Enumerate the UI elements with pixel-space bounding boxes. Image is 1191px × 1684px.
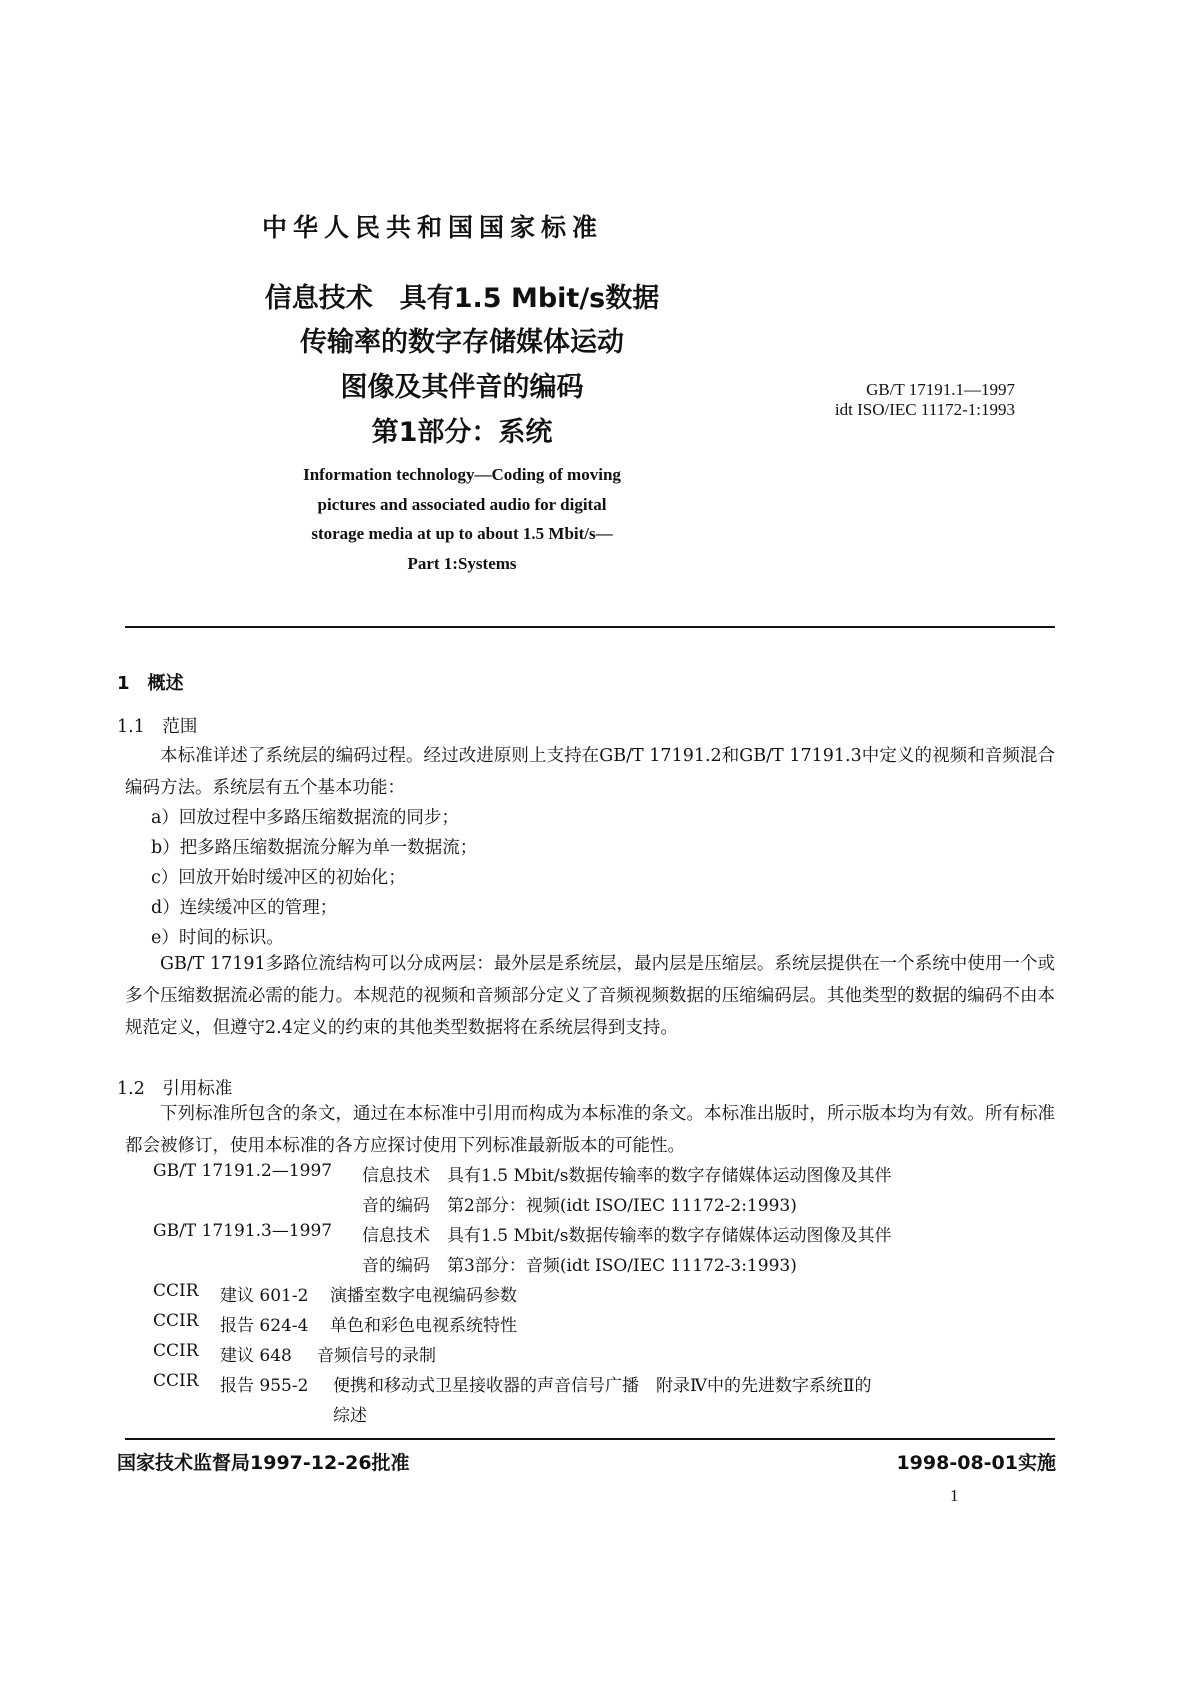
- approval-date: 国家技术监督局1997-12-26批准: [117, 1452, 410, 1474]
- ccir-text-4: 便携和移动式卫星接收器的声音信号广播 附录Ⅳ中的先进数字系统Ⅱ的: [333, 1376, 872, 1396]
- title-en-line-3: storage media at up to about 1.5 Mbit/s—: [311, 524, 613, 543]
- title-cn-line-1: 信息技术 具有1.5 Mbit/s数据: [264, 283, 660, 314]
- function-item-a: a）回放过程中多路压缩数据流的同步；: [151, 808, 459, 828]
- function-item-c: c）回放开始时缓冲区的初始化；: [151, 868, 406, 888]
- ccir-text-1: 演播室数字电视编码参数: [330, 1286, 517, 1306]
- page-number: 1: [950, 1486, 959, 1505]
- title-en-line-4: Part 1:Systems: [407, 554, 517, 573]
- reference-title-1-line-2: 音的编码 第2部分：视频(idt ISO/IEC 11172-2:1993): [362, 1196, 797, 1216]
- title-cn-line-3: 图像及其伴音的编码: [340, 372, 584, 403]
- ccir-text-4-line-2: 综述: [333, 1406, 367, 1426]
- function-item-e: e）时间的标识。: [151, 928, 284, 948]
- function-item-d: d）连续缓冲区的管理；: [151, 898, 338, 918]
- title-en-line-2: pictures and associated audio for digital: [317, 495, 607, 514]
- function-item-b: b）把多路压缩数据流分解为单一数据流；: [151, 838, 478, 858]
- ccir-org-1: CCIR: [153, 1281, 199, 1301]
- standard-number: GB/T 17191.1—1997: [866, 380, 1015, 399]
- section-1-1-heading: 1.1 范围: [117, 717, 198, 737]
- section-1-2-heading: 1.2 引用标准: [117, 1079, 233, 1099]
- scope-paragraph: 本标准详述了系统层的编码过程。经过改进原则上支持在GB/T 17191.2和GB/T 17191.3中定义的视频和音频混合编码方法。系统层有五个基本功能：: [125, 746, 1055, 798]
- ccir-text-3: 音频信号的录制: [317, 1346, 436, 1366]
- title-cn-line-4: 第1部分：系统: [371, 417, 553, 448]
- ccir-kind-3: 建议 648: [220, 1346, 292, 1366]
- section-1-heading: 1 概述: [117, 673, 184, 694]
- reference-title-2-line-1: 信息技术 具有1.5 Mbit/s数据传输率的数字存储媒体运动图像及其伴: [362, 1226, 892, 1246]
- ccir-kind-4: 报告 955-2: [220, 1376, 309, 1396]
- ccir-org-2: CCIR: [153, 1311, 199, 1331]
- national-standard-heading: 中华人民共和国国家标准: [262, 213, 604, 242]
- layer-paragraph: GB/T 17191多路位流结构可以分成两层：最外层是系统层，最内层是压缩层。系统层提供在一个系统中使用一个或多个压缩数据流必需的能力。本规范的视频和音频部分定义了音频视频数据的压缩编码层。其他类型的数据的编码不由本规范定义，但遵守2.4定义的约束的其他类型数据将在系统层得到支持。: [125, 954, 1055, 1038]
- header-divider: [125, 626, 1055, 628]
- title-cn-line-2: 传输率的数字存储媒体运动: [300, 327, 624, 358]
- idt-reference: idt ISO/IEC 11172-1:1993: [834, 400, 1015, 419]
- implementation-date: 1998-08-01实施: [896, 1452, 1056, 1474]
- ccir-text-2: 单色和彩色电视系统特性: [330, 1316, 517, 1336]
- references-paragraph: 下列标准所包含的条文，通过在本标准中引用而构成为本标准的条文。本标准出版时，所示版本均为有效。所有标准都会被修订，使用本标准的各方应探讨使用下列标准最新版本的可能性。: [125, 1104, 1055, 1156]
- ccir-org-3: CCIR: [153, 1341, 199, 1361]
- title-en-line-1: Information technology—Coding of moving: [303, 465, 621, 484]
- reference-code-1: GB/T 17191.2—1997: [153, 1161, 333, 1181]
- ccir-org-4: CCIR: [153, 1371, 199, 1391]
- reference-code-2: GB/T 17191.3—1997: [153, 1221, 333, 1241]
- reference-title-2-line-2: 音的编码 第3部分：音频(idt ISO/IEC 11172-3:1993): [362, 1256, 797, 1276]
- ccir-kind-2: 报告 624-4: [220, 1316, 309, 1336]
- footer-divider: [125, 1438, 1055, 1440]
- ccir-kind-1: 建议 601-2: [220, 1286, 309, 1306]
- reference-title-1-line-1: 信息技术 具有1.5 Mbit/s数据传输率的数字存储媒体运动图像及其伴: [362, 1166, 892, 1186]
